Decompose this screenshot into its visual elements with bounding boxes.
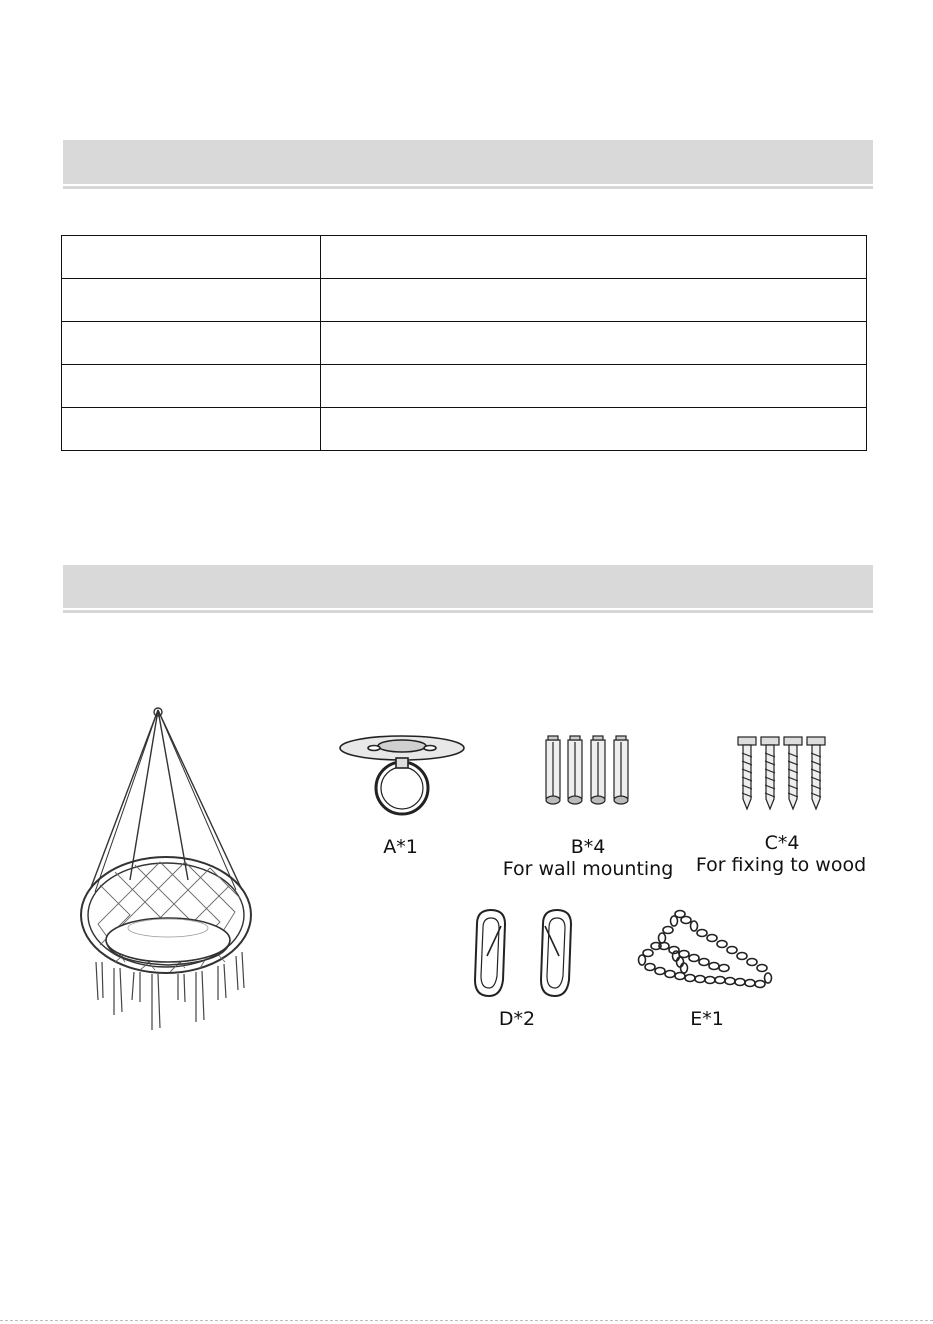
part-e-chain-illustration: [634, 906, 776, 998]
part-c-note: For fixing to wood: [695, 854, 867, 876]
part-b-label: B*4: [570, 836, 606, 858]
section-header-bar: [63, 140, 873, 184]
part-b-wall-anchor-illustration: [538, 730, 638, 810]
table-cell: [62, 322, 321, 365]
part-c-label: C*4: [764, 832, 800, 854]
table-cell: [62, 365, 321, 408]
table-row: [62, 322, 867, 365]
table-cell: [62, 408, 321, 451]
table-cell: [321, 365, 867, 408]
page-edge-dashes: [0, 1320, 933, 1321]
part-e-label: E*1: [690, 1008, 724, 1030]
table-row: [62, 279, 867, 322]
section-header-bar: [63, 565, 873, 608]
part-b-note: For wall mounting: [502, 858, 674, 880]
table-row: [62, 408, 867, 451]
part-c-wood-screw-illustration: [733, 735, 833, 815]
table-row: [62, 365, 867, 408]
table-row: [62, 236, 867, 279]
table-cell: [321, 408, 867, 451]
specification-table: [61, 235, 867, 451]
part-a-ceiling-hook-illustration: [336, 728, 470, 828]
table-cell: [62, 279, 321, 322]
part-a-label: A*1: [383, 836, 418, 858]
section-divider: [63, 186, 873, 189]
part-d-label: D*2: [498, 1008, 536, 1030]
part-d-carabiner-illustration: [465, 906, 585, 1002]
table-cell: [62, 236, 321, 279]
table-cell: [321, 322, 867, 365]
table-cell: [321, 279, 867, 322]
hanging-chair-illustration: [70, 700, 270, 1035]
table-cell: [321, 236, 867, 279]
section-divider: [63, 610, 873, 613]
